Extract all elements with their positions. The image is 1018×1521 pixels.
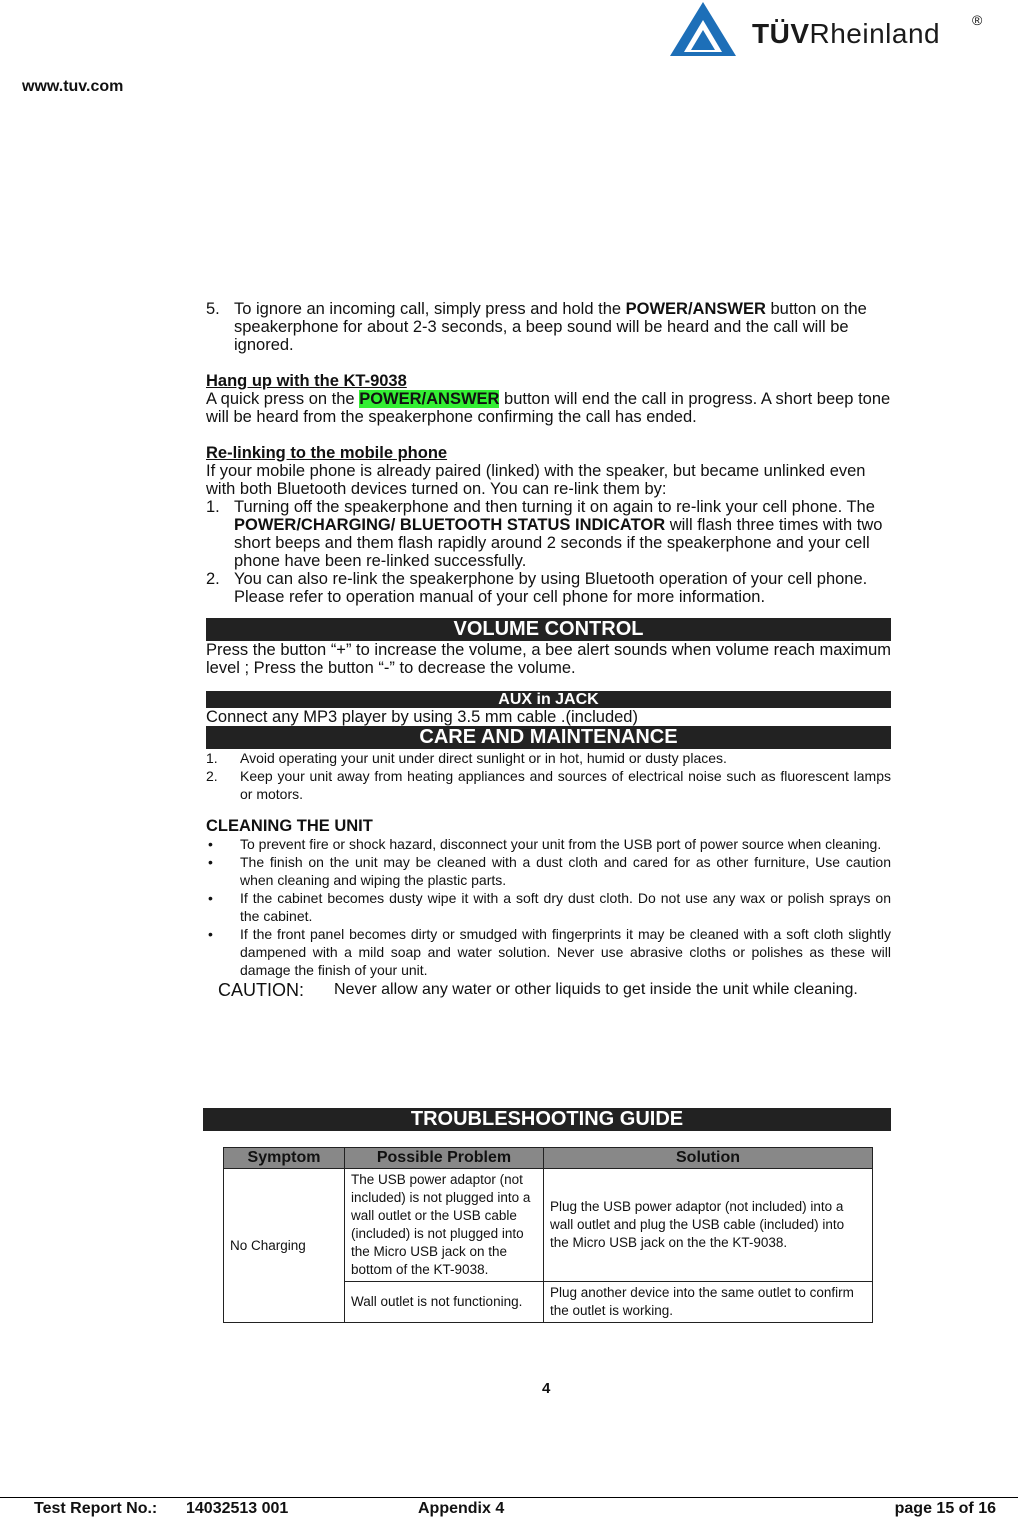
manual-page-number: 4 bbox=[542, 1380, 551, 1397]
hangup-text: A quick press on the POWER/ANSWER button will end the call in progress. A short beep tone will be heard from the speakerphone confirming the call has ended. bbox=[206, 390, 891, 426]
triangle-logo-icon bbox=[668, 0, 738, 58]
troubleshooting-table bbox=[223, 1147, 873, 1323]
header-symptom: Symptom bbox=[224, 1148, 345, 1169]
list-item: 1. Avoid operating your unit under direct sunlight or in hot, humid or dusty places. bbox=[206, 750, 727, 766]
volume-text: Press the button “+” to increase the volume, a bee alert sounds when volume reach maximum level ; Press the button “-” to decrease the volume. bbox=[206, 641, 891, 677]
problem-cell: The USB power adaptor (not included) is not plugged into a wall outlet or the USB cable (included) is not plugged into the Micro USB jack on the bottom of the KT-9038. bbox=[345, 1169, 544, 1282]
aux-jack-bar: AUX in JACK bbox=[206, 691, 891, 708]
troubleshooting-bar: TROUBLESHOOTING GUIDE bbox=[203, 1108, 891, 1131]
list-item: • If the cabinet becomes dusty wipe it with a soft dry dust cloth. Do not use any wax or polish sprays on the cabinet. bbox=[208, 890, 891, 924]
aux-text: Connect any MP3 player by using 3.5 mm cable .(included) bbox=[206, 708, 638, 726]
volume-control-bar: VOLUME CONTROL bbox=[206, 618, 891, 641]
symptom-cell: No Charging bbox=[224, 1169, 345, 1323]
hangup-heading: Hang up with the KT-9038 bbox=[206, 372, 407, 390]
table-row bbox=[224, 1169, 873, 1282]
report-label: Test Report No.: bbox=[34, 1500, 158, 1517]
relink-heading: Re-linking to the mobile phone bbox=[206, 444, 448, 462]
manual-page bbox=[206, 300, 891, 1001]
caution-note: CAUTION: Never allow any water or other liquids to get inside the unit while cleaning. bbox=[218, 980, 858, 1000]
list-item-ignore-call: 5. To ignore an incoming call, simply press and hold the POWER/ANSWER button on the speakerphone for about 2-3 seconds, a beep sound will be heard and the call will be ignored. bbox=[206, 300, 867, 354]
list-item: • If the front panel becomes dirty or smudged with fingerprints it may be cleaned with a soft cloth slightly dampened with a mild soap and water solution. Never use abrasive cloths or polishes as these will damage the finish of your unit. bbox=[208, 926, 891, 978]
footer-divider bbox=[0, 1497, 1018, 1498]
list-item: 2. Keep your unit away from heating appliances and sources of electrical noise such as fluorescent lamps or motors. bbox=[206, 768, 891, 802]
list-item-relink-2: 2. You can also re-link the speakerphone by using Bluetooth operation of your cell phone. Please refer to operation manual of your cell phone for more information. bbox=[206, 570, 868, 606]
brand-name: TÜVRheinland bbox=[752, 18, 941, 49]
site-url: www.tuv.com bbox=[22, 78, 124, 95]
care-list bbox=[206, 749, 891, 803]
report-number: 14032513 001 bbox=[186, 1500, 289, 1517]
header-problem: Possible Problem bbox=[345, 1148, 544, 1169]
solution-cell: Plug another device into the same outlet to confirm the outlet is working. bbox=[544, 1282, 873, 1323]
cleaning-heading: CLEANING THE UNIT bbox=[206, 817, 373, 835]
appendix-label: Appendix 4 bbox=[418, 1500, 505, 1517]
care-maintenance-bar: CARE AND MAINTENANCE bbox=[206, 726, 891, 749]
tuv-logo bbox=[668, 0, 998, 60]
list-item: • The finish on the unit may be cleaned with a dust cloth and cared for as other furniture, Use caution when cleaning and wiping the plastic parts. bbox=[208, 854, 891, 888]
list-item-relink-1: 1. Turning off the speakerphone and then turning it on again to re-link your cell phone. The POWER/CHARGING/ BLUETOOTH STATUS INDICATOR will flash three times with two short beeps and them flash rapidly around 2 seconds if the speakerphone and your cell phone have been re-linked successfully. bbox=[206, 498, 883, 570]
relink-intro: If your mobile phone is already paired (linked) with the speaker, but became unlinked even with both Bluetooth devices turned on. You can re-link them by: bbox=[206, 462, 866, 498]
problem-cell: Wall outlet is not functioning. bbox=[345, 1282, 544, 1323]
solution-cell: Plug the USB power adaptor (not included) into a wall outlet and plug the USB cable (included) into the Micro USB jack on the the KT-9038. bbox=[544, 1169, 873, 1282]
list-item: • To prevent fire or shock hazard, disconnect your unit from the USB port of power source when cleaning. bbox=[208, 836, 882, 852]
footer-page: page 15 of 16 bbox=[894, 1500, 996, 1517]
header-solution: Solution bbox=[544, 1148, 873, 1169]
highlighted-power-answer: POWER/ANSWER bbox=[359, 390, 500, 408]
table-header-row bbox=[224, 1148, 873, 1169]
registered-mark: ® bbox=[972, 12, 983, 28]
